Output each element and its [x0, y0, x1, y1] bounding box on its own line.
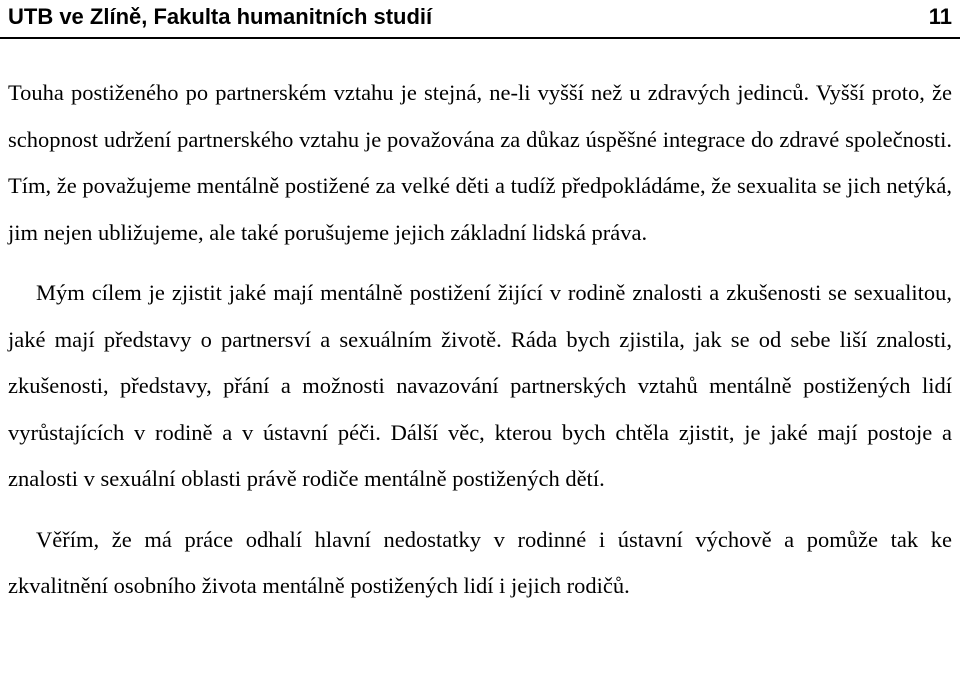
- paragraph-1: Touha postiženého po partnerském vztahu je stejná, ne-li vyšší než u zdravých jedinců. Vyšší proto, že schopnost udržení partnerského vztahu je považována za důkaz úspěšné integrace do zdravé společnosti. Tím, že považujeme mentálně postižené za velké děti a tudíž předpokládáme, že sexualita se jich netýká, jim nejen ubližujeme, ale také porušujeme jejich základní lidská práva.: [8, 80, 952, 245]
- page-number: 11: [928, 4, 952, 29]
- document-body: [8, 70, 952, 610]
- paragraph-3: Věřím, že má práce odhalí hlavní nedostatky v rodinné i ústavní výchově a pomůže tak ke zkvalitnění osobního života mentálně postižených lidí i jejich rodičů.: [8, 526, 952, 598]
- page-header: [8, 0, 952, 34]
- paragraph-2: Mým cílem je zjistit jaké mají mentálně postižení žijící v rodině znalosti a zkušenosti se sexualitou, jaké mají představy o partnersví a sexuálním životě. Ráda bych zjistila, jak se od sebe liší znalosti, zkušenosti, představy, přání a možnosti navazování partnerských vztahů mentálně postižených lidí vyrůstajících v rodině a v ústavní péči. Dálší věc, kterou bych chtěla zjistit, je jaké mají postoje a znalosti v sexuální oblasti právě rodiče mentálně postižených dětí.: [8, 280, 952, 491]
- header-title: UTB ve Zlíně, Fakulta humanitních studií: [8, 4, 433, 29]
- header-rule: [0, 37, 960, 39]
